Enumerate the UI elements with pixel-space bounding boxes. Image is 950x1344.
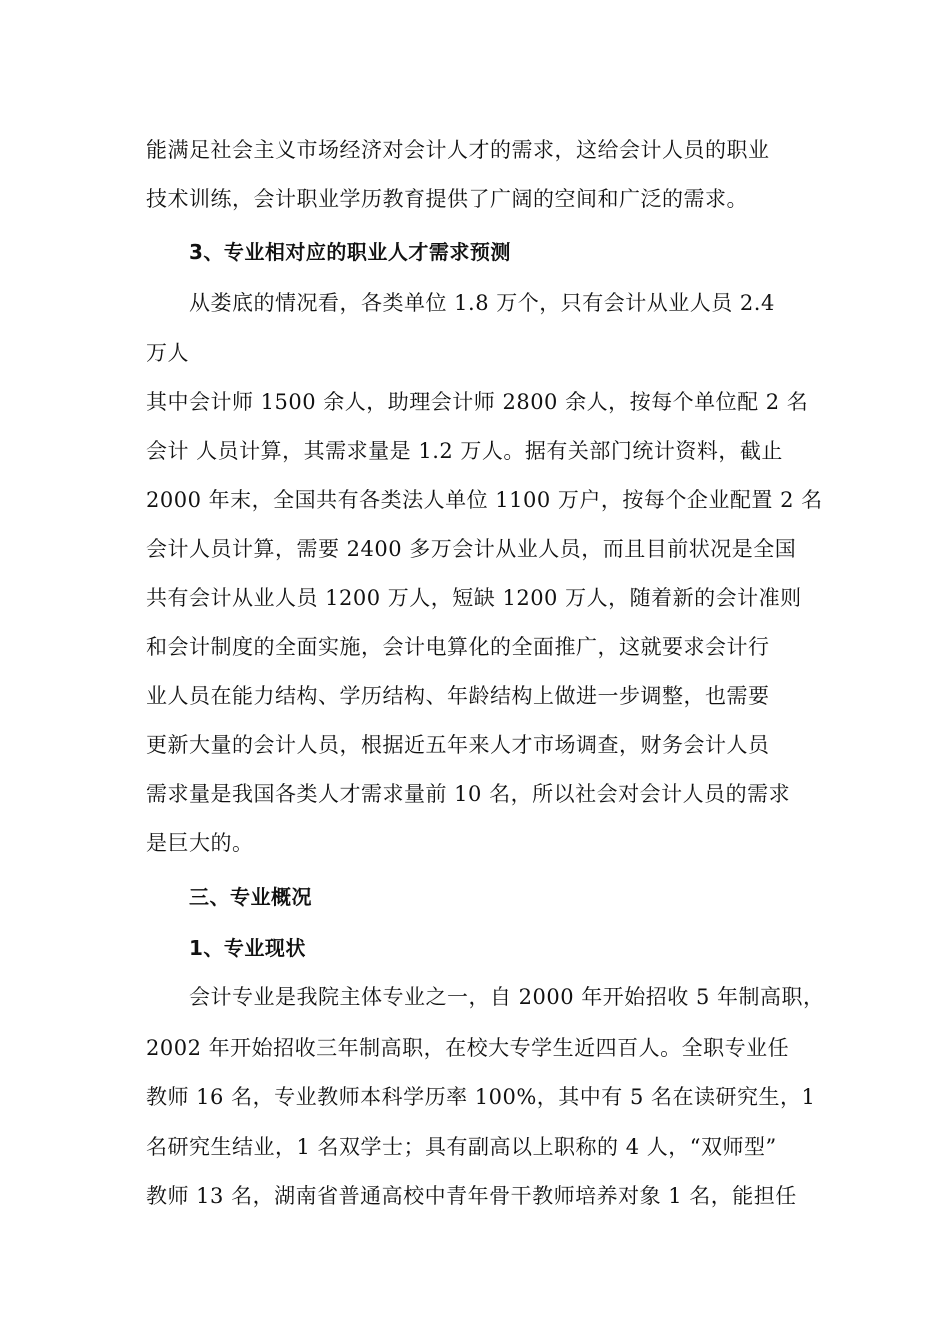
body-text-line: 教师 13 名，湖南省普通高校中青年骨干教师培养对象 1 名，能担任 xyxy=(146,1184,797,1208)
body-text-line: 技术训练，会计职业学历教育提供了广阔的空间和广泛的需求。 xyxy=(146,187,748,211)
body-text-line: 名研究生结业，1 名双学士；具有副高以上职称的 4 人，“双师型” xyxy=(146,1135,777,1159)
body-text-line: 2000 年末，全国共有各类法人单位 1100 万户，按每个企业配置 2 名 xyxy=(146,488,823,512)
body-text-line: 共有会计从业人员 1200 万人，短缺 1200 万人，随着新的会计准则 xyxy=(146,586,802,610)
body-text-line: 是巨大的。 xyxy=(146,831,254,855)
body-text-line: 更新大量的会计人员，根据近五年来人才市场调查，财务会计人员 xyxy=(146,733,770,757)
body-text-line: 其中会计师 1500 余人，助理会计师 2800 余人，按每个单位配 2 名 xyxy=(146,390,809,414)
body-text-line: 能满足社会主义市场经济对会计人才的需求，这给会计人员的职业 xyxy=(146,138,770,162)
body-text-line: 万人 xyxy=(146,341,189,365)
body-text-line: 会计人员计算，需要 2400 多万会计从业人员，而且目前状况是全国 xyxy=(146,537,797,561)
body-text-line: 需求量是我国各类人才需求量前 10 名，所以社会对会计人员的需求 xyxy=(146,782,791,806)
body-text-line: 教师 16 名，专业教师本科学历率 100%，其中有 5 名在读研究生，1 xyxy=(146,1085,816,1109)
body-text-line: 从娄底的情况看，各类单位 1.8 万个，只有会计从业人员 2.4 xyxy=(189,291,775,315)
section-heading: 三、专业概况 xyxy=(189,885,312,909)
body-text-line: 2002 年开始招收三年制高职，在校大专学生近四百人。全职专业任 xyxy=(146,1036,790,1060)
subsection-heading: 1、专业现状 xyxy=(189,936,306,960)
body-text-line: 业人员在能力结构、学历结构、年龄结构上做进一步调整，也需要 xyxy=(146,684,770,708)
section-heading: 3、专业相对应的职业人才需求预测 xyxy=(189,240,511,264)
body-text-line: 会计专业是我院主体专业之一，自 2000 年开始招收 5 年制高职， xyxy=(189,985,825,1009)
body-text-line: 会计 人员计算，其需求量是 1.2 万人。据有关部门统计资料，截止 xyxy=(146,439,783,463)
body-text-line: 和会计制度的全面实施，会计电算化的全面推广，这就要求会计行 xyxy=(146,635,770,659)
